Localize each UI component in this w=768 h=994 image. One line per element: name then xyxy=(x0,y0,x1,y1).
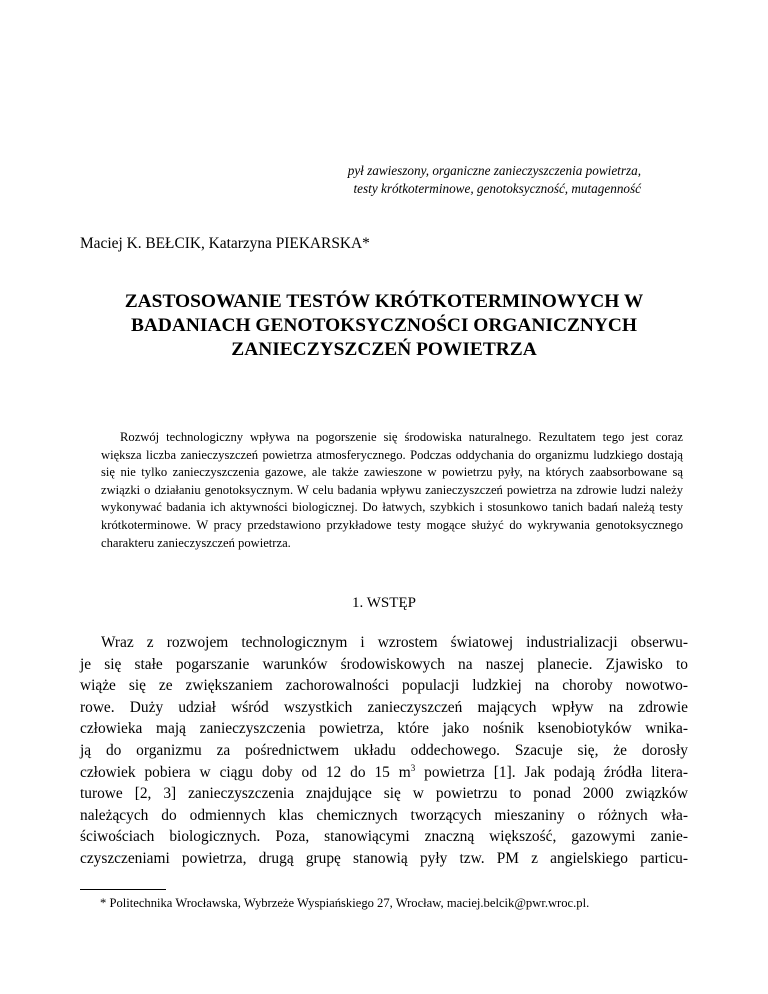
body-line-lead: człowiek pobiera w ciągu doby od 12 do 15 m xyxy=(80,763,411,781)
body-line: ją do organizmu za pośrednictwem układu oddechowego. Szacuje się, że dorosły xyxy=(80,741,688,759)
footnote-divider xyxy=(80,889,166,890)
body-line: człowieka mają zanieczyszczenia powietrza, które jako nośnik ksenobiotyków wnika- xyxy=(80,720,688,738)
body-line: turowe [2, 3] zanieczyszczenia znajdujące się w powietrzu to ponad 2000 związków xyxy=(80,785,688,803)
body-line: Wraz z rozwojem technologicznym i wzrostem światowej industrializacji obserwu- xyxy=(101,634,688,651)
keywords-line-2: testy krótkoterminowe, genotoksyczność, mutagenność xyxy=(353,181,641,196)
title-line-3: ZANIECZYSZCZEŃ POWIETRZA xyxy=(231,339,537,360)
body-line-tail: powietrza [1]. Jak podają źródła litera- xyxy=(424,763,688,781)
body-line-with-superscript xyxy=(80,762,688,784)
body-line: ściwościach biologicznych. Poza, stanowiącymi znaczną większość, gazowymi zanie- xyxy=(80,828,688,846)
title-line-2: BADANIACH GENOTOKSYCZNOŚCI ORGANICZNYCH xyxy=(130,315,638,336)
body-paragraph xyxy=(80,632,688,870)
body-line: rowe. Duży udział wśród wszystkich zanieczyszczeń mających wpływ na zdrowie xyxy=(80,698,688,716)
body-line: czyszczeniami powietrza, drugą grupę stanowią pyły tzw. PM z angielskiego particu- xyxy=(80,849,688,867)
superscript-exponent: 3 xyxy=(410,762,416,773)
body-line: należących do odmiennych klas chemicznych tworzących mieszaniny o różnych wła- xyxy=(80,806,688,824)
abstract: Rozwój technologiczny wpływa na pogorszenie się środowiska naturalnego. Rezultatem tego jest coraz większa liczba zanieczyszczeń powietrza atmosferycznego. Podczas oddychania do organizmu ludzkiego dostają się nie tylko zanieczyszczenia gazowe, ale także zawieszone w powietrzu pyły, na których zaabsorbowane są związki o działaniu genotoksycznym. W celu badania wpływu zanieczyszczeń powietrza na zdrowie ludzi należy wykonywać badania ich aktywności biologicznej. Do łatwych, szybkich i stosunkowo tanich badań należą testy krótkoterminowe. W pracy przedstawiono przykładowe testy mogące służyć do wykrywania genotoksycznego charakteru zanieczyszczeń powietrza. xyxy=(101,430,683,550)
section-heading: 1. WSTĘP xyxy=(352,595,416,611)
keywords xyxy=(348,162,641,198)
body-line: wiąże się ze zwiększaniem zachorowalności populacji ludzkiej na choroby nowotwo- xyxy=(80,677,688,695)
keywords-line-1: pył zawieszony, organiczne zanieczyszczenia powietrza, xyxy=(347,163,641,178)
footnote: * Politechnika Wrocławska, Wybrzeże Wyspiańskiego 27, Wrocław, maciej.belcik@pwr.wroc.pl. xyxy=(100,896,590,910)
title-line-1: ZASTOSOWANIE TESTÓW KRÓTKOTERMINOWYCH W xyxy=(124,291,644,312)
paper-title xyxy=(80,290,688,362)
authors: Maciej K. BEŁCIK, Katarzyna PIEKARSKA* xyxy=(80,235,370,252)
body-line: je się stałe pogarszanie warunków środowiskowych na naszej planecie. Zjawisko to xyxy=(80,655,688,673)
